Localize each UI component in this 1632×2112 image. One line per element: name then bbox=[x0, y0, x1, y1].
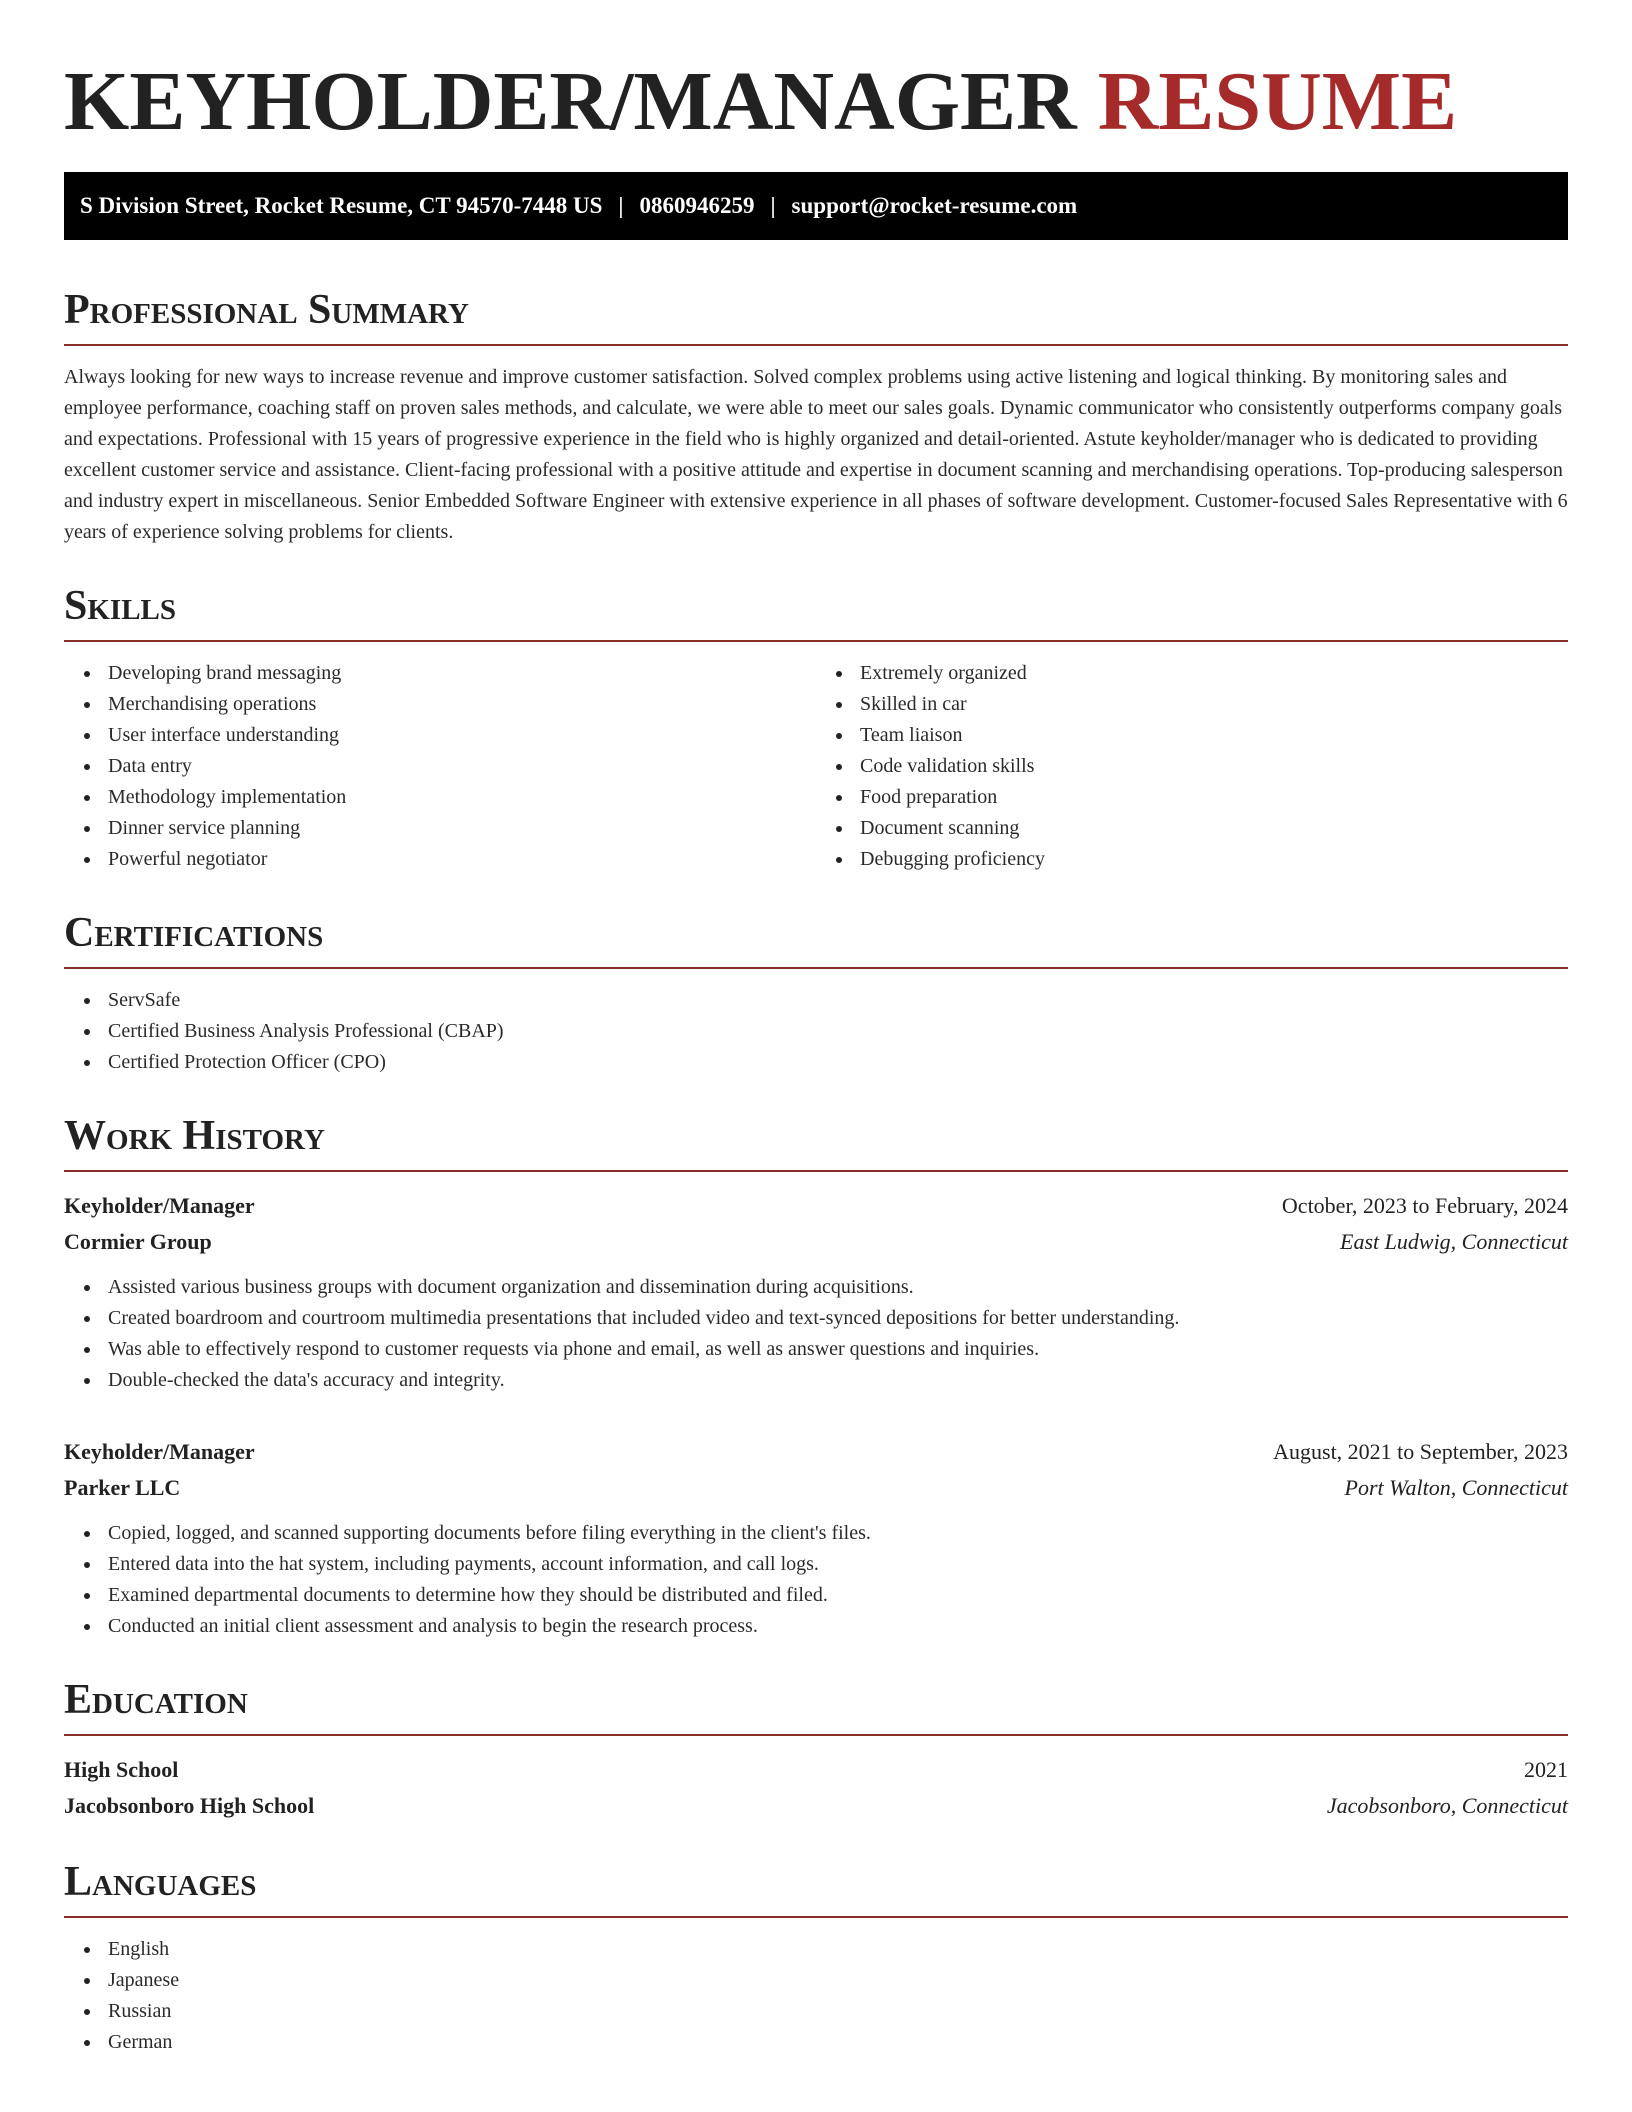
contact-separator: | bbox=[770, 193, 776, 218]
skill-item: Code validation skills bbox=[816, 751, 1568, 782]
title-accent: RESUME bbox=[1097, 55, 1458, 148]
job-company-row bbox=[64, 1470, 1568, 1506]
job-entry bbox=[64, 1434, 1568, 1642]
education-location: Jacobsonboro, Connecticut bbox=[1326, 1793, 1568, 1818]
certification-item: Certified Business Analysis Professional (CBAP) bbox=[64, 1016, 1568, 1047]
job-location: East Ludwig, Connecticut bbox=[1340, 1229, 1568, 1254]
job-bullet: Was able to effectively respond to customer requests via phone and email, as well as answer questions and inquiries. bbox=[64, 1334, 1568, 1365]
job-bullet: Conducted an initial client assessment and analysis to begin the research process. bbox=[64, 1611, 1568, 1642]
job-entry bbox=[64, 1188, 1568, 1396]
skills-heading: Skills bbox=[64, 580, 1568, 642]
language-item: English bbox=[64, 1934, 1568, 1965]
job-company: Cormier Group bbox=[64, 1229, 212, 1254]
skill-item: Document scanning bbox=[816, 813, 1568, 844]
job-title-row bbox=[64, 1434, 1568, 1470]
job-title-row bbox=[64, 1188, 1568, 1224]
job-bullet: Entered data into the hat system, including payments, account information, and call logs. bbox=[64, 1549, 1568, 1580]
languages-section bbox=[64, 1856, 1568, 2058]
languages-list bbox=[64, 1934, 1568, 2058]
work-history-section bbox=[64, 1110, 1568, 1642]
title-main: KEYHOLDER/MANAGER bbox=[64, 55, 1077, 148]
skills-left-column bbox=[64, 658, 816, 875]
job-bullet: Examined departmental documents to determine how they should be distributed and filed. bbox=[64, 1580, 1568, 1611]
skill-item: Methodology implementation bbox=[64, 782, 816, 813]
skill-item: Extremely organized bbox=[816, 658, 1568, 689]
job-company: Parker LLC bbox=[64, 1475, 181, 1500]
skill-item: Skilled in car bbox=[816, 689, 1568, 720]
education-school-row bbox=[64, 1788, 1568, 1824]
education-year: 2021 bbox=[1524, 1757, 1568, 1782]
certification-item: ServSafe bbox=[64, 985, 1568, 1016]
work-history-heading: Work History bbox=[64, 1110, 1568, 1172]
summary-section bbox=[64, 284, 1568, 548]
certification-item: Certified Protection Officer (CPO) bbox=[64, 1047, 1568, 1078]
education-heading: Education bbox=[64, 1674, 1568, 1736]
skill-item: Team liaison bbox=[816, 720, 1568, 751]
skill-item: Merchandising operations bbox=[64, 689, 816, 720]
job-title: Keyholder/Manager bbox=[64, 1439, 255, 1464]
education-school: Jacobsonboro High School bbox=[64, 1793, 315, 1818]
contact-phone[interactable]: 0860946259 bbox=[639, 193, 755, 218]
skills-section bbox=[64, 580, 1568, 875]
skills-right-column bbox=[816, 658, 1568, 875]
job-bullets bbox=[64, 1272, 1568, 1396]
job-bullets bbox=[64, 1518, 1568, 1642]
education-entry bbox=[64, 1752, 1568, 1824]
contact-email[interactable]: support@rocket-resume.com bbox=[791, 193, 1078, 218]
contact-bar bbox=[64, 172, 1568, 240]
skill-item: Developing brand messaging bbox=[64, 658, 816, 689]
certifications-heading: Certifications bbox=[64, 907, 1568, 969]
education-degree-row bbox=[64, 1752, 1568, 1788]
job-location: Port Walton, Connecticut bbox=[1344, 1475, 1568, 1500]
job-company-row bbox=[64, 1224, 1568, 1260]
education-section bbox=[64, 1674, 1568, 1824]
skills-grid bbox=[64, 658, 1568, 875]
summary-heading: Professional Summary bbox=[64, 284, 1568, 346]
contact-address: S Division Street, Rocket Resume, CT 94570-7448 US bbox=[80, 193, 603, 218]
job-dates: October, 2023 to February, 2024 bbox=[1281, 1193, 1568, 1218]
job-bullet: Created boardroom and courtroom multimedia presentations that included video and text-synced depositions for better understanding. bbox=[64, 1303, 1568, 1334]
resume-title bbox=[64, 52, 1568, 152]
skill-item: Dinner service planning bbox=[64, 813, 816, 844]
job-dates: August, 2021 to September, 2023 bbox=[1273, 1439, 1568, 1464]
job-title: Keyholder/Manager bbox=[64, 1193, 255, 1218]
job-bullet: Copied, logged, and scanned supporting documents before filing everything in the client's files. bbox=[64, 1518, 1568, 1549]
skill-item: Food preparation bbox=[816, 782, 1568, 813]
skill-item: Powerful negotiator bbox=[64, 844, 816, 875]
summary-text: Always looking for new ways to increase revenue and improve customer satisfaction. Solved complex problems using active listening and logical thinking. By monitoring sales and employee performance, coaching staff on proven sales methods, and calculate, we were able to meet our sales goals. Dynamic communicator who consistently outperforms company goals and expectations. Professional with 15 years of progressive experience in the field who is highly organized and detail-oriented. Astute keyholder/manager who is dedicated to providing excellent customer service and assistance. Client-facing professional with a positive attitude and expertise in document scanning and merchandising operations. Top-producing salesperson and industry expert in miscellaneous. Senior Embedded Software Engineer with extensive experience in all phases of software development. Customer-focused Sales Representative with 6 years of experience solving problems for clients. bbox=[64, 366, 1568, 543]
skill-item: Data entry bbox=[64, 751, 816, 782]
language-item: Japanese bbox=[64, 1965, 1568, 1996]
language-item: Russian bbox=[64, 1996, 1568, 2027]
certifications-section bbox=[64, 907, 1568, 1078]
job-bullet: Double-checked the data's accuracy and integrity. bbox=[64, 1365, 1568, 1396]
skill-item: User interface understanding bbox=[64, 720, 816, 751]
skill-item: Debugging proficiency bbox=[816, 844, 1568, 875]
certifications-list bbox=[64, 985, 1568, 1078]
language-item: German bbox=[64, 2027, 1568, 2058]
languages-heading: Languages bbox=[64, 1856, 1568, 1918]
contact-separator: | bbox=[618, 193, 624, 218]
education-degree: High School bbox=[64, 1757, 179, 1782]
job-bullet: Assisted various business groups with document organization and dissemination during acquisitions. bbox=[64, 1272, 1568, 1303]
